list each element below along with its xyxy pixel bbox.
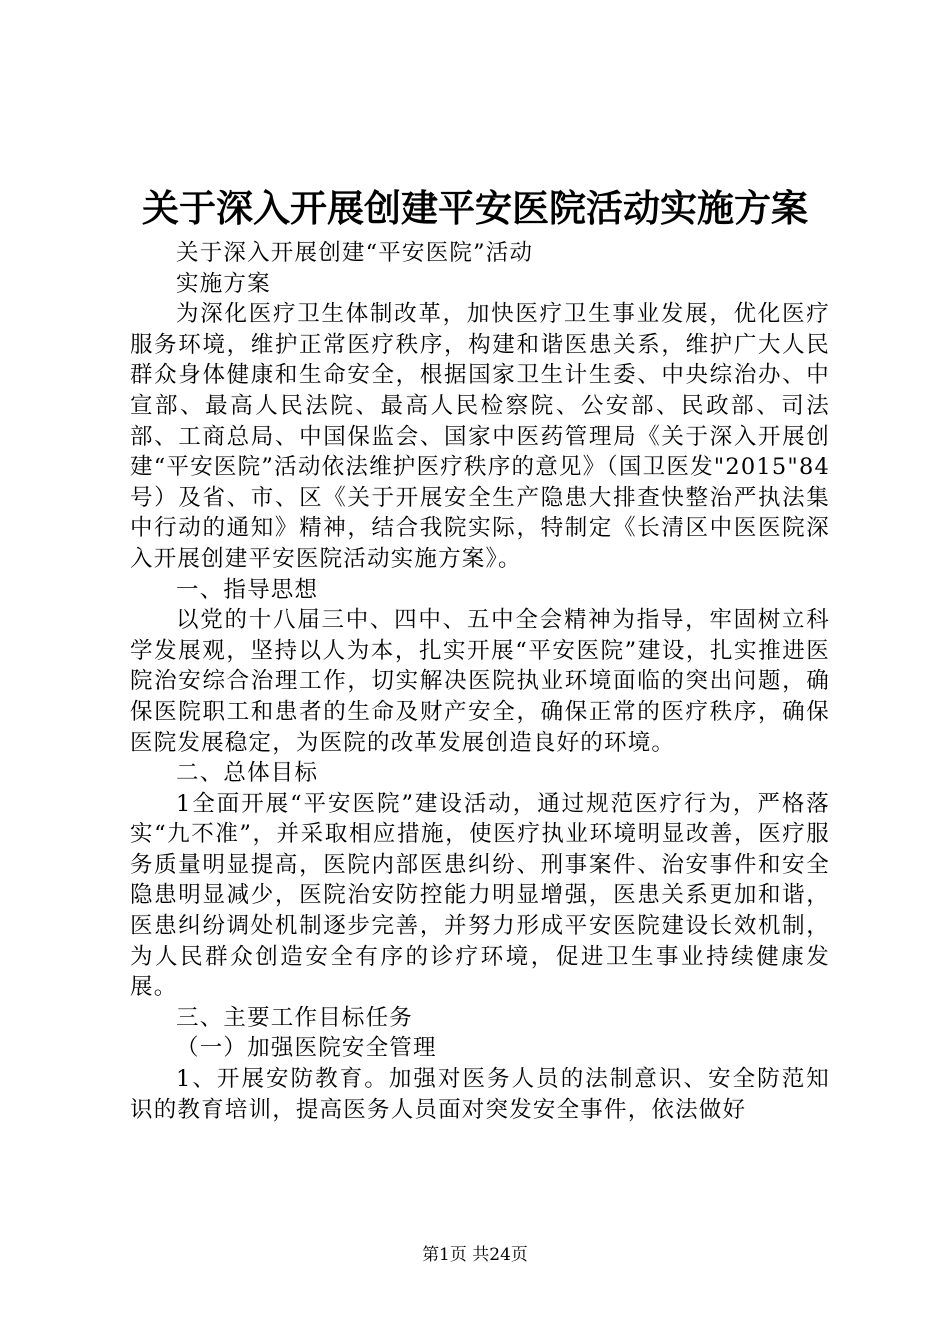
paragraph-subtitle-2: 实施方案 [176, 270, 271, 297]
paragraph-intro: 为深化医疗卫生体制改革，加快医疗卫生事业发展，优化医疗服务环境，维护正常医疗秩序，构建和谐医患关系，维护广大人民群众身体健康和生命安全，根据国家卫生计生委、中央综治办、中宣部、最高人民法院、最高人民检察院、公安部、民政部、司法部、工商总局、中国保监会、国家中医药管理局《关于深入开展创建“平安医院”活动依法维护医疗秩序的意见》（国卫医发"2015"84号）及省、市、区《关于开展安全生产隐患大排查快整治严执法集中行动的通知》精神，结合我院实际，特制定《长清区中医医院深入开展创建平安医院活动实施方案》。 [130, 301, 830, 572]
document-body [130, 238, 830, 1125]
section-heading-main-tasks: 三、主要工作目标任务 [176, 1004, 414, 1031]
paragraph-security-education: 1、开展安防教育。加强对医务人员的法制意识、安全防范知识的教育培训，提高医务人员面对突发安全事件，依法做好 [130, 1066, 830, 1123]
document-title: 关于深入开展创建平安医院活动实施方案 [142, 186, 808, 230]
section-heading-guiding-ideology: 一、指导思想 [176, 576, 319, 603]
paragraph-overall-goal: 1全面开展“平安医院”建设活动，通过规范医疗行为，严格落实“九不准”，并采取相应措施，使医疗执业环境明显改善，医疗服务质量明显提高，医院内部医患纠纷、刑事案件、治安事件和安全隐患明显减少，医院治安防控能力明显增强，医患关系更加和谐，医患纠纷调处机制逐步完善，并努力形成平安医院建设长效机制，为人民群众创造安全有序的诊疗环境，促进卫生事业持续健康发展。 [130, 790, 830, 1001]
paragraph-guiding-ideology: 以党的十八届三中、四中、五中全会精神为指导，牢固树立科学发展观，坚持以人为本，扎实开展“平安医院”建设，扎实推进医院治安综合治理工作，切实解决医院执业环境面临的突出问题，确保医院职工和患者的生命及财产安全，确保正常的医疗秩序，确保医院发展稳定，为医院的改革发展创造良好的环境。 [130, 607, 830, 756]
page-footer: 第1页 共24页 [422, 1245, 528, 1265]
section-heading-overall-goal: 二、总体目标 [176, 760, 319, 787]
subsection-heading-security-management: （一）加强医院安全管理 [176, 1035, 437, 1062]
paragraph-subtitle-1: 关于深入开展创建“平安医院”活动 [176, 240, 534, 266]
